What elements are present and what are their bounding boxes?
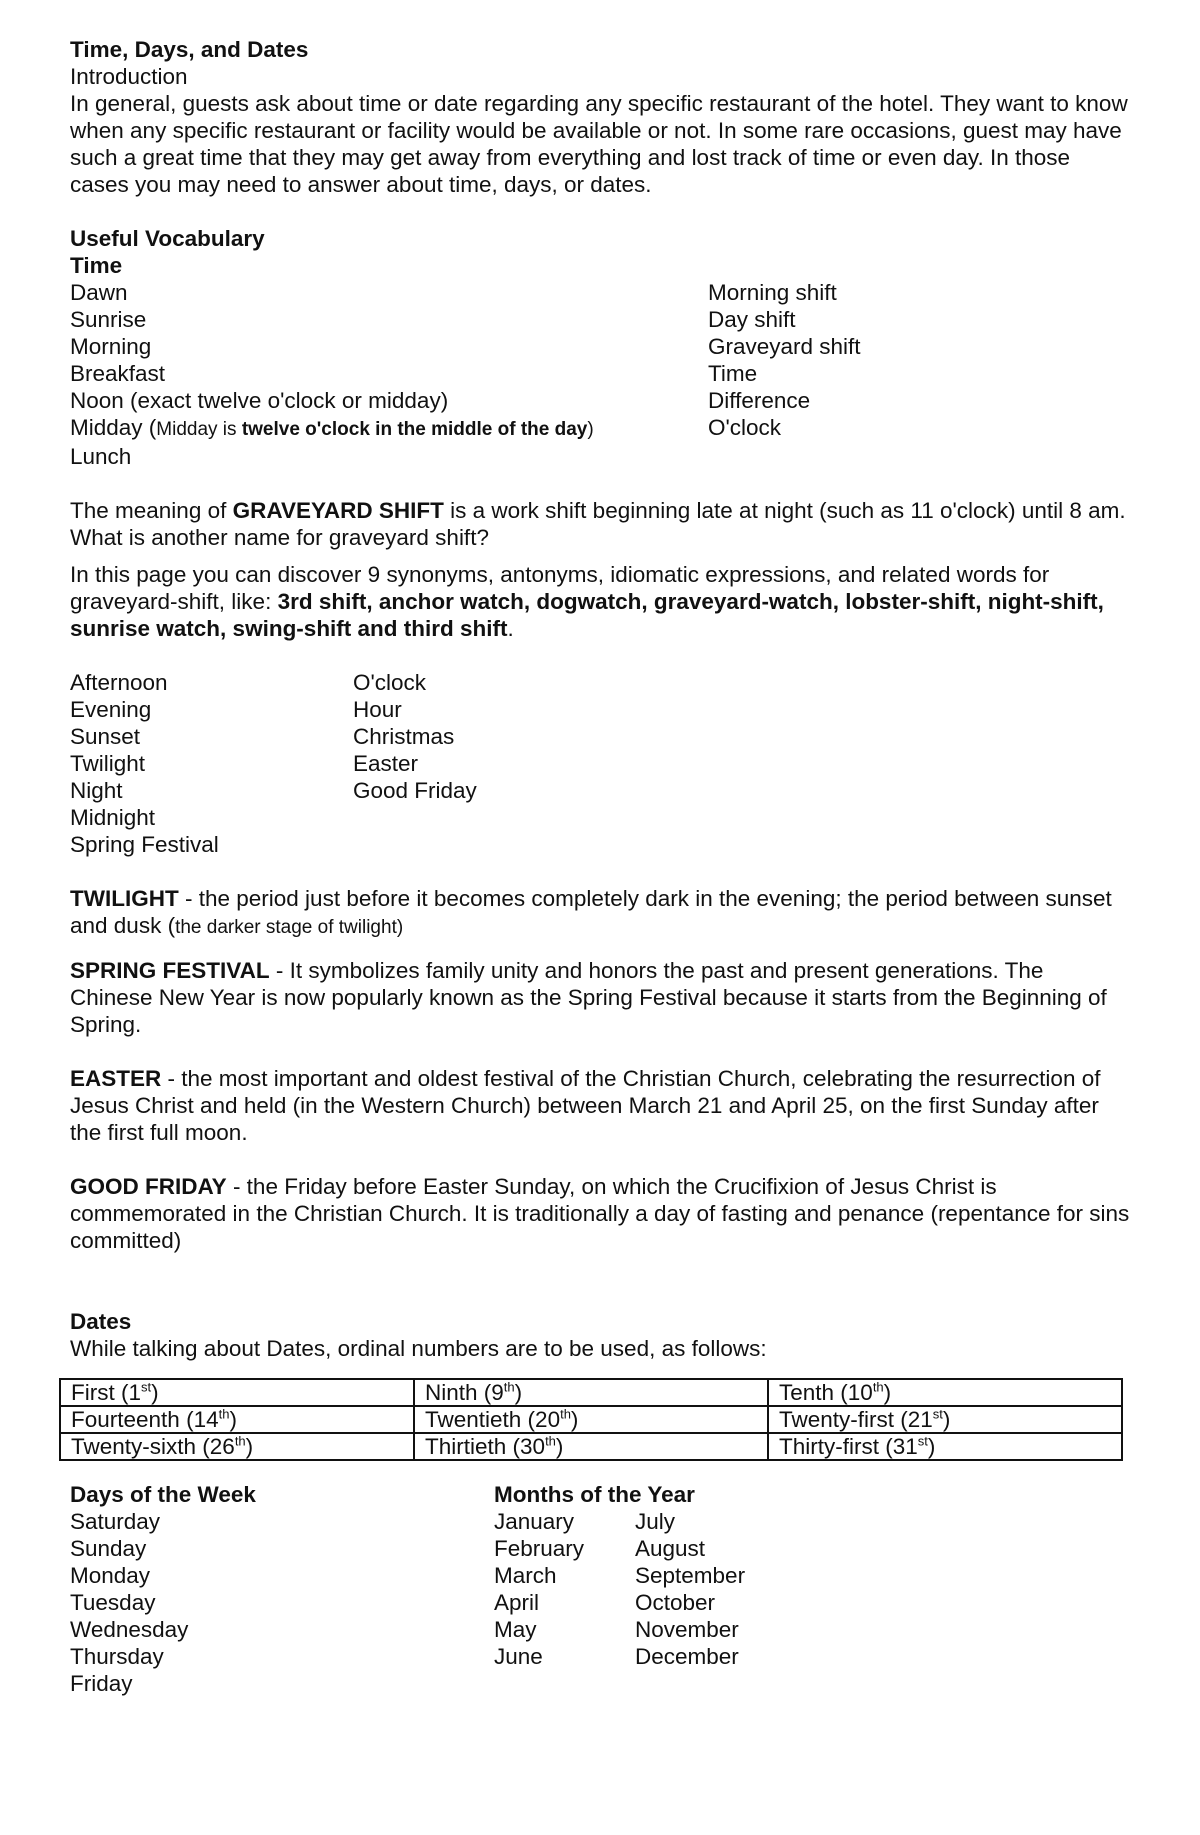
vocab-item-midday: Midday (Midday is twelve o'clock in the middle of the day): [70, 415, 594, 440]
graveyard-synonyms: In this page you can discover 9 synonyms, antonyms, idiomatic expressions, and related words for graveyard-shift, like: 3rd shift, anchor watch, dogwatch, graveyard-watch, lobster-shift, night-shift, sunrise watch, swing-shift and third shift.: [70, 562, 1104, 641]
months-columns: [494, 1508, 745, 1670]
vocab-item: Morning: [70, 334, 152, 359]
table-cell: Twenty-first (21st): [768, 1406, 1122, 1433]
easter-definition: EASTER - the most important and oldest festival of the Christian Church, celebrating the resurrection of Jesus Christ and held (in the Western Church) between March 21 and April 25, on the first Sunday after the first full moon.: [70, 1066, 1101, 1145]
good-friday-definition: GOOD FRIDAY - the Friday before Easter Sunday, on which the Crucifixion of Jesus Christ is commemorated in the Christian Church. It is traditionally a day of fasting and penance (repentance for sins committed): [70, 1174, 1130, 1253]
day-item: Tuesday: [70, 1590, 156, 1615]
months-right: [635, 1508, 745, 1670]
day-item: Saturday: [70, 1509, 161, 1534]
time-vocab-right-2: [353, 669, 477, 858]
intro-paragraph: In general, guests ask about time or date regarding any specific restaurant of the hotel. They want to know when any specific restaurant or facility would be available or not. In some rare occasions, guest may have such a great time that they may get away from everything and lost track of time or even day. In those cases you may need to answer about time, days, or dates.: [70, 91, 1128, 197]
twilight-definition: TWILIGHT - the period just before it becomes completely dark in the evening; the period between sunset and dusk (the darker stage of twilight): [70, 886, 1112, 938]
day-item: Wednesday: [70, 1617, 189, 1642]
month-item: October: [635, 1590, 716, 1615]
table-cell: Twentieth (20th): [414, 1406, 768, 1433]
month-item: November: [635, 1617, 739, 1642]
time-vocab-left: [70, 279, 708, 470]
month-item: May: [494, 1617, 537, 1642]
table-cell: Ninth (9th): [414, 1379, 768, 1406]
ordinals-table: [59, 1378, 1123, 1461]
month-item: December: [635, 1644, 739, 1669]
graveyard-question: What is another name for graveyard shift?: [70, 525, 489, 550]
days-months-columns: [70, 1481, 1130, 1697]
document-title: Time, Days, and Dates: [70, 37, 309, 62]
day-item: Friday: [70, 1671, 133, 1696]
vocab-item: Morning shift: [708, 280, 837, 305]
months-heading: Months of the Year: [494, 1482, 695, 1507]
month-item: March: [494, 1563, 557, 1588]
vocab-item: Sunset: [70, 724, 141, 749]
time-heading: Time: [70, 253, 123, 278]
month-item: July: [635, 1509, 676, 1534]
month-item: August: [635, 1536, 706, 1561]
time-vocab-left-2: [70, 669, 353, 858]
time-vocab-columns-2: [70, 669, 1130, 858]
document-page: [70, 36, 1130, 1697]
dates-heading: Dates: [70, 1309, 132, 1334]
vocab-item: Time: [708, 361, 758, 386]
day-item: Monday: [70, 1563, 151, 1588]
vocab-item: Day shift: [708, 307, 796, 332]
day-item: Sunday: [70, 1536, 147, 1561]
graveyard-definition: The meaning of GRAVEYARD SHIFT is a work shift beginning late at night (such as 11 o'clock) until 8 am.: [70, 498, 1126, 523]
table-cell: Tenth (10th): [768, 1379, 1122, 1406]
spring-festival-definition: SPRING FESTIVAL - It symbolizes family unity and honors the past and present generations. The Chinese New Year is now popularly known as the Spring Festival because it starts from the Beginning of Spring.: [70, 958, 1107, 1037]
vocab-item: Lunch: [70, 444, 132, 469]
table-row: [60, 1379, 1122, 1406]
table-cell: Thirtieth (30th): [414, 1433, 768, 1460]
day-item: Thursday: [70, 1644, 164, 1669]
vocab-item: Sunrise: [70, 307, 147, 332]
intro-heading: Introduction: [70, 64, 188, 89]
days-of-week: [70, 1481, 494, 1697]
vocab-item: Breakfast: [70, 361, 166, 386]
vocab-item: Hour: [353, 697, 402, 722]
month-item: January: [494, 1509, 575, 1534]
dates-intro: While talking about Dates, ordinal numbers are to be used, as follows:: [70, 1336, 767, 1361]
months-left: [494, 1508, 635, 1670]
month-item: June: [494, 1644, 543, 1669]
vocab-item: Afternoon: [70, 670, 168, 695]
time-vocab-columns: [70, 279, 1130, 470]
vocab-item: O'clock: [708, 415, 782, 440]
vocab-item: Evening: [70, 697, 152, 722]
table-cell: Thirty-first (31st): [768, 1433, 1122, 1460]
vocab-item: Good Friday: [353, 778, 477, 803]
vocab-item: Spring Festival: [70, 832, 219, 857]
vocab-item: Midnight: [70, 805, 156, 830]
time-vocab-right: [708, 279, 861, 470]
vocab-item: Twilight: [70, 751, 146, 776]
vocab-item: Easter: [353, 751, 419, 776]
table-row: [60, 1433, 1122, 1460]
vocab-item: Noon (exact twelve o'clock or midday): [70, 388, 449, 413]
days-heading: Days of the Week: [70, 1482, 256, 1507]
vocab-item: Christmas: [353, 724, 455, 749]
vocab-item: Dawn: [70, 280, 128, 305]
month-item: April: [494, 1590, 540, 1615]
table-cell: Fourteenth (14th): [60, 1406, 414, 1433]
months-of-year: [494, 1481, 745, 1697]
table-row: [60, 1406, 1122, 1433]
vocab-item: O'clock: [353, 670, 427, 695]
month-item: February: [494, 1536, 585, 1561]
table-cell: First (1st): [60, 1379, 414, 1406]
month-item: September: [635, 1563, 746, 1588]
vocab-item: Night: [70, 778, 123, 803]
vocab-heading: Useful Vocabulary: [70, 226, 265, 251]
vocab-item: Difference: [708, 388, 811, 413]
vocab-item: Graveyard shift: [708, 334, 861, 359]
table-cell: Twenty-sixth (26th): [60, 1433, 414, 1460]
